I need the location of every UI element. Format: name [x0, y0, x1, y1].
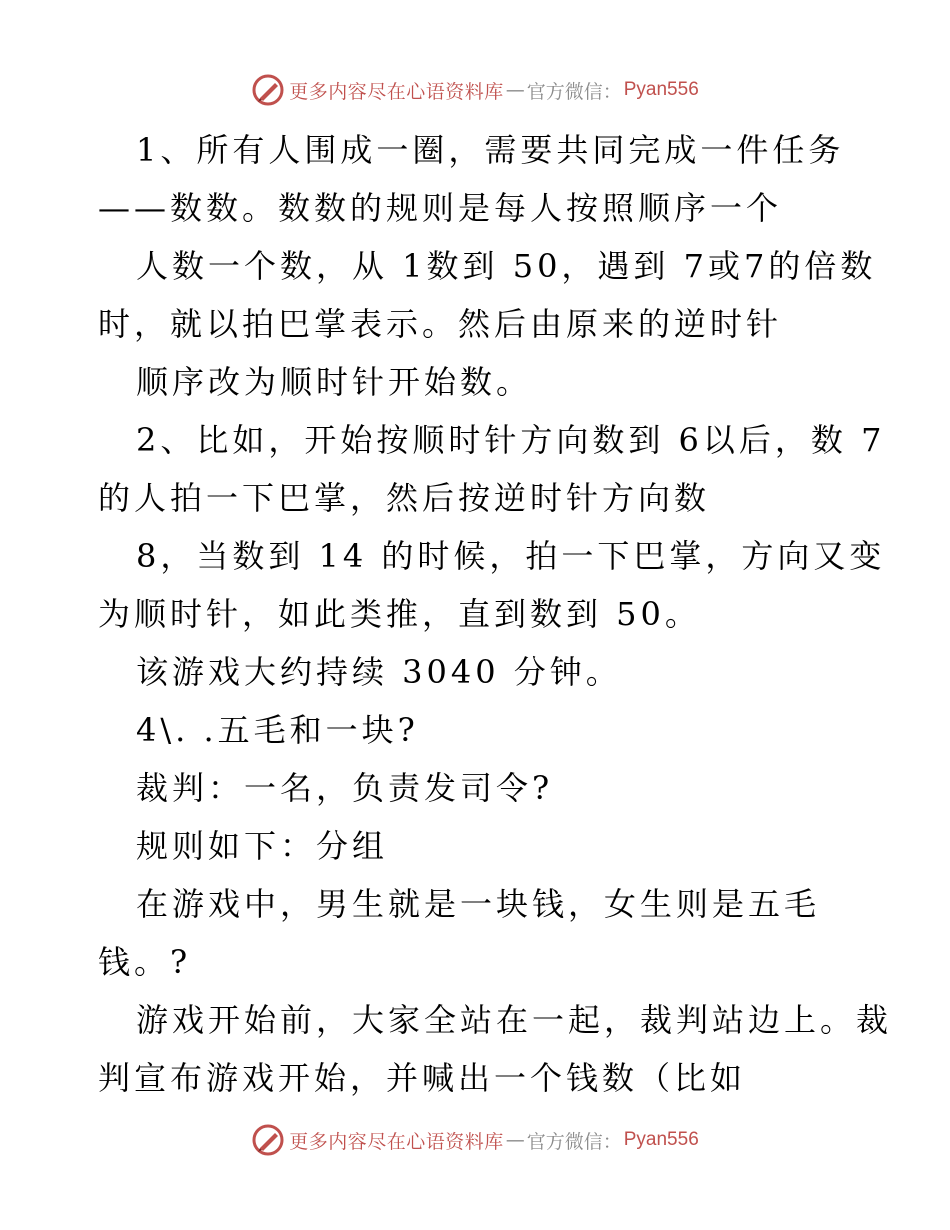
header-separator: — — [505, 79, 525, 101]
text-line: 1、所有人围成一圈，需要共同完成一件任务 — [136, 131, 845, 169]
text-line: 钱。? — [98, 943, 192, 981]
pen-logo-icon — [251, 73, 285, 107]
text-line: 2、比如，开始按顺时针方向数到 6以后，数 7 — [136, 421, 886, 459]
text-line: 8，当数到 14 的时候，拍一下巴掌，方向又变 — [136, 537, 886, 575]
text-line: 时，就以拍巴掌表示。然后由原来的逆时针 — [98, 305, 783, 343]
header-official-label: 官方微信： — [526, 80, 622, 103]
text-line: 裁判：一名，负责发司令? — [136, 769, 554, 807]
header-slogan: 更多内容尽在心语资料库 — [289, 80, 504, 103]
pen-logo-icon — [251, 1123, 285, 1157]
footer-separator: — — [505, 1129, 525, 1151]
header-account: Pyan556 — [623, 79, 699, 100]
text-line: 顺序改为顺时针开始数。 — [136, 363, 533, 401]
footer-slogan: 更多内容尽在心语资料库 — [289, 1130, 504, 1153]
text-line: 的人拍一下巴掌，然后按逆时针方向数 — [98, 479, 711, 517]
text-line: 为顺时针，如此类推，直到数到 50。 — [98, 595, 701, 633]
page-header — [0, 70, 950, 110]
text-line: 该游戏大约持续 3040 分钟。 — [136, 653, 622, 691]
text-line: 人数一个数，从 1数到 50，遇到 7或7的倍数 — [136, 247, 877, 285]
footer-account: Pyan556 — [623, 1129, 699, 1150]
text-line: 4\. .五毛和一块? — [136, 711, 419, 749]
page-footer — [0, 1120, 950, 1160]
footer-official-label: 官方微信： — [526, 1130, 622, 1153]
text-line: 在游戏中，男生就是一块钱，女生则是五毛 — [136, 885, 821, 923]
text-line: 规则如下：分组 — [136, 827, 389, 865]
text-line: 游戏开始前，大家全站在一起，裁判站边上。裁 — [136, 1001, 893, 1039]
text-line: ——数数。数数的规则是每人按照顺序一个 — [98, 189, 783, 227]
text-line: 判宣布游戏开始，并喊出一个钱数（比如 — [98, 1059, 747, 1097]
